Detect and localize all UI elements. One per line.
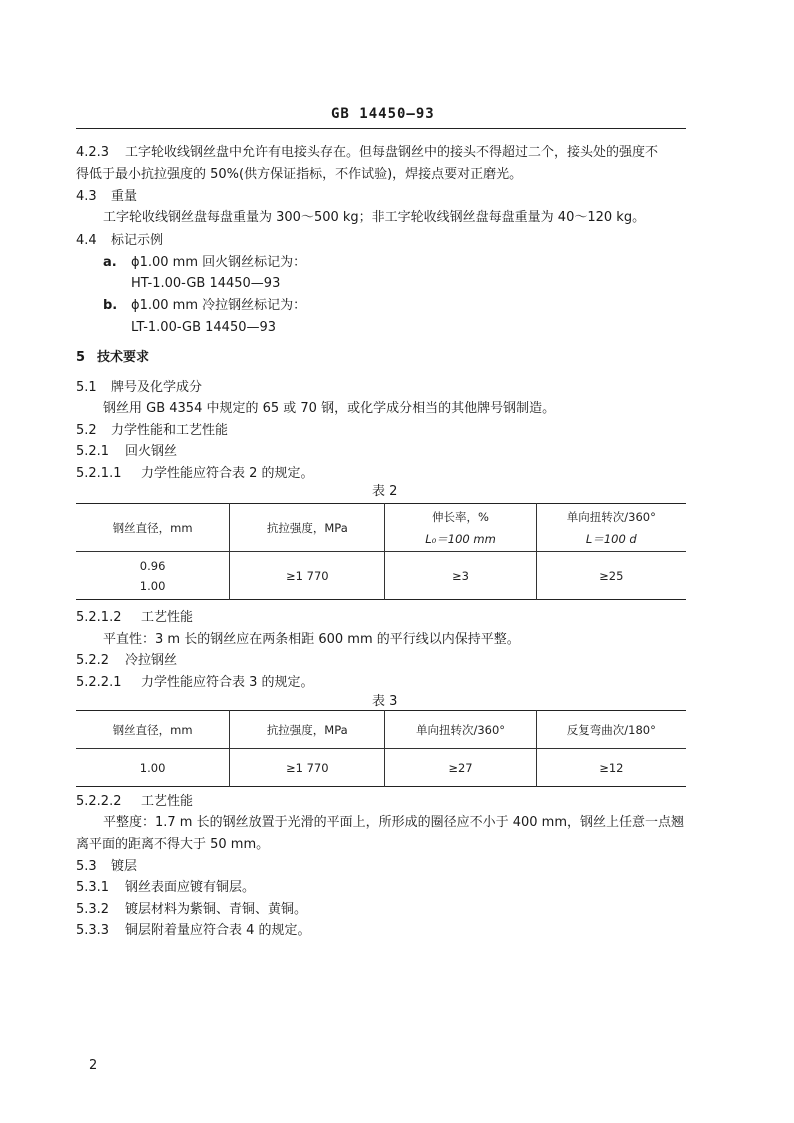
table2 bbox=[76, 503, 686, 600]
section-5-2-1-1-body: 力学性能应符合表 2 的规定。 bbox=[141, 466, 314, 481]
section-5-3-1-body: 钢丝表面应镀有铜层。 bbox=[125, 880, 256, 895]
section-5-2-number: 5.2 bbox=[76, 423, 97, 438]
section-5-2-2-2-body1: 平整度：1.7 m 长的钢丝放置于光滑的平面上，所形成的圈径应不小于 400 mm，钢丝上任意一点翘 bbox=[103, 815, 685, 830]
table2-cell-torsion: ≥25 bbox=[536, 552, 686, 600]
page-header-title: GB 14450—93 bbox=[331, 106, 435, 122]
section-5-2-1-2-body: 平直性：3 m 长的钢丝应在两条相距 600 mm 的平行线以内保持平整。 bbox=[103, 632, 520, 647]
section-5-2-2-2-body2: 离平面的距离不得大于 50 mm。 bbox=[76, 837, 270, 852]
section-5-3-2-number: 5.3.2 bbox=[76, 902, 110, 917]
table2-header-torsion-label: 单向扭转次/360° bbox=[566, 509, 656, 524]
table3-cell-bend: ≥12 bbox=[536, 749, 686, 787]
section-4-2-3-line1: 工字轮收线钢丝盘中允许有电接头存在。但每盘钢丝中的接头不得超过二个，接头处的强度不 bbox=[125, 145, 659, 160]
table2-row bbox=[76, 552, 686, 600]
example-a-text: ϕ1.00 mm 回火钢丝标记为： bbox=[131, 255, 307, 270]
section-5-3-title: 镀层 bbox=[111, 859, 138, 874]
example-b-text: ϕ1.00 mm 冷拉钢丝标记为： bbox=[131, 298, 307, 313]
section-5-2-2-1-number: 5.2.2.1 bbox=[76, 675, 122, 690]
section-5-3-number: 5.3 bbox=[76, 859, 97, 874]
table2-cell-strength: ≥1 770 bbox=[230, 552, 385, 600]
section-5-title: 技术要求 bbox=[97, 350, 150, 365]
section-5-2-1-1-number: 5.2.1.1 bbox=[76, 466, 122, 481]
header-rule bbox=[76, 128, 686, 129]
section-5-2-1-title: 回火钢丝 bbox=[125, 444, 178, 459]
table2-header-strength: 抗拉强度，MPa bbox=[230, 504, 385, 552]
section-5-3-3-body: 铜层附着量应符合表 4 的规定。 bbox=[125, 923, 311, 938]
section-4-3-body: 工字轮收线钢丝盘每盘重量为 300～500 kg；非工字轮收线钢丝盘每盘重量为 40～120 kg。 bbox=[103, 210, 646, 225]
section-5-2-2-number: 5.2.2 bbox=[76, 653, 110, 668]
example-b-label: b. bbox=[103, 298, 118, 313]
table3-cell-torsion: ≥27 bbox=[385, 749, 536, 787]
table2-cell-diameter bbox=[76, 552, 230, 600]
table2-cell-elongation: ≥3 bbox=[385, 552, 536, 600]
example-a-mark: HT-1.00-GB 14450—93 bbox=[131, 276, 281, 291]
table3 bbox=[76, 710, 686, 787]
section-4-4-number: 4.4 bbox=[76, 233, 97, 248]
table2-header-elongation bbox=[385, 504, 536, 552]
section-5-3-3-number: 5.3.3 bbox=[76, 923, 110, 938]
section-5-2-2-2-title: 工艺性能 bbox=[141, 794, 194, 809]
table3-row bbox=[76, 749, 686, 787]
table3-header-row bbox=[76, 711, 686, 749]
section-4-2-3-line2: 得低于最小抗拉强度的 50%(供方保证指标，不作试验)，焊接点要对正磨光。 bbox=[76, 167, 523, 182]
section-5-3-2-body: 镀层材料为紫铜、青铜、黄铜。 bbox=[125, 902, 308, 917]
table2-header-elongation-sub: L₀＝100 mm bbox=[425, 531, 496, 546]
section-5-2-2-1-body: 力学性能应符合表 3 的规定。 bbox=[141, 675, 314, 690]
section-4-2-3-number: 4.2.3 bbox=[76, 145, 110, 160]
example-a-label: a. bbox=[103, 255, 117, 270]
section-5-1-title: 牌号及化学成分 bbox=[111, 380, 203, 395]
section-5-2-1-2-title: 工艺性能 bbox=[141, 610, 194, 625]
section-5-2-2-title: 冷拉钢丝 bbox=[125, 653, 178, 668]
table2-header-torsion-sub: L＝100 d bbox=[585, 531, 637, 546]
page-number: 2 bbox=[89, 1058, 98, 1073]
table2-header-torsion bbox=[536, 504, 686, 552]
table3-cell-strength: ≥1 770 bbox=[230, 749, 385, 787]
table2-diameter-2: 1.00 bbox=[139, 578, 166, 593]
section-4-3-number: 4.3 bbox=[76, 189, 97, 204]
section-5-2-2-2-number: 5.2.2.2 bbox=[76, 794, 122, 809]
table3-cell-diameter: 1.00 bbox=[139, 760, 166, 775]
section-5-2-1-2-number: 5.2.1.2 bbox=[76, 610, 122, 625]
table2-header-row bbox=[76, 504, 686, 552]
section-5-number: 5 bbox=[76, 350, 86, 365]
section-4-3-title: 重量 bbox=[111, 189, 138, 204]
table2-caption: 表 2 bbox=[372, 484, 398, 499]
section-5-3-1-number: 5.3.1 bbox=[76, 880, 110, 895]
table3-header-strength: 抗拉强度，MPa bbox=[230, 711, 385, 749]
table3-header-diameter: 钢丝直径，mm bbox=[76, 711, 230, 749]
section-5-2-title: 力学性能和工艺性能 bbox=[111, 423, 229, 438]
table3-caption: 表 3 bbox=[372, 694, 398, 709]
table2-header-elongation-label: 伸长率，% bbox=[432, 509, 489, 524]
table2-diameter-1: 0.96 bbox=[139, 558, 166, 573]
section-4-4-title: 标记示例 bbox=[111, 233, 164, 248]
table3-header-bend: 反复弯曲次/180° bbox=[536, 711, 686, 749]
table3-header-torsion: 单向扭转次/360° bbox=[385, 711, 536, 749]
section-5-1-body: 钢丝用 GB 4354 中规定的 65 或 70 钢，或化学成分相当的其他牌号钢制造。 bbox=[103, 401, 556, 416]
section-5-2-1-number: 5.2.1 bbox=[76, 444, 110, 459]
section-5-1-number: 5.1 bbox=[76, 380, 97, 395]
example-b-mark: LT-1.00-GB 14450—93 bbox=[131, 320, 277, 335]
table2-header-diameter: 钢丝直径，mm bbox=[76, 504, 230, 552]
